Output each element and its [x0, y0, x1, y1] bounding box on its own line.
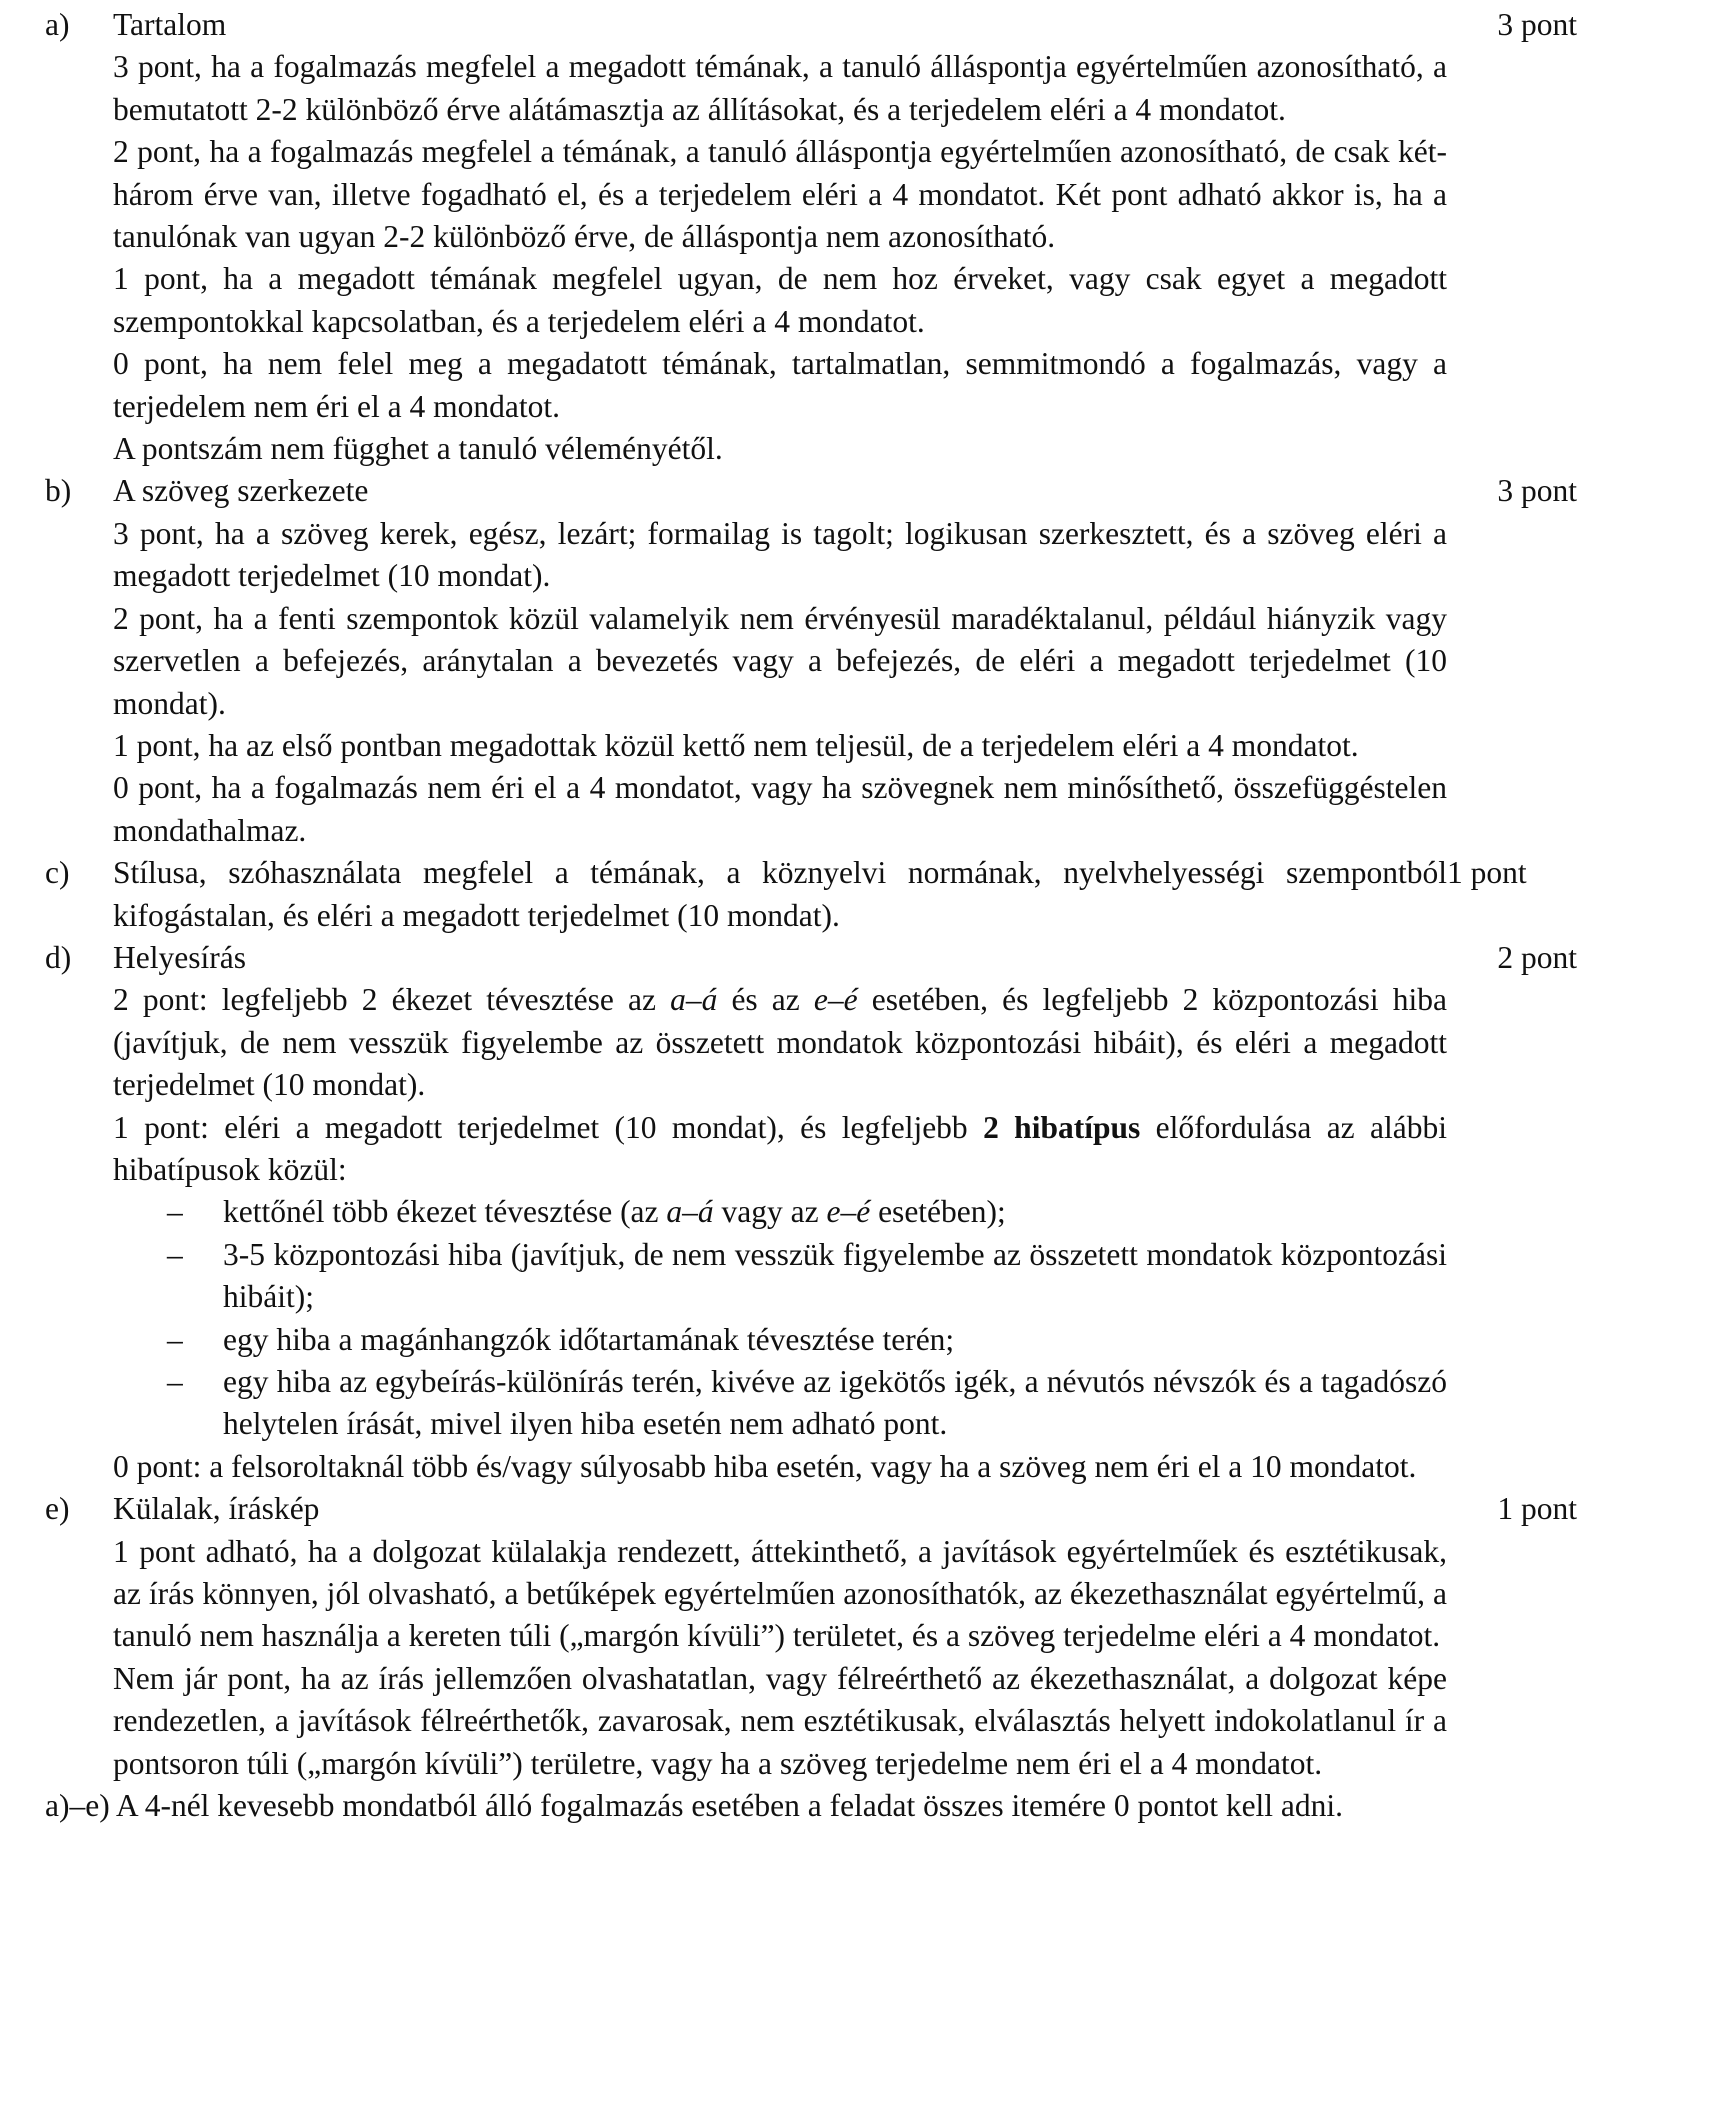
- section-title: Helyesírás: [113, 939, 246, 975]
- text: és az: [717, 982, 814, 1018]
- criterion-paragraph: 0 pont, ha a fogalmazás nem éri el a 4 mondatot, vagy ha szövegnek nem minősíthető, összefüggéstelen mondathalmaz.: [113, 770, 1447, 848]
- criterion-paragraph-0-points: 0 pont: a felsoroltaknál több és/vagy súlyosabb hiba esetén, vagy ha a szöveg nem éri el a 10 mondatot.: [113, 1448, 1417, 1484]
- section-header: [0, 1488, 1577, 1530]
- text: esetében);: [870, 1194, 1006, 1230]
- text: 3-5 központozási hiba (javítjuk, de nem vesszük figyelembe az összetett mondatok központozási hibáit);: [223, 1236, 1447, 1315]
- section-label: e): [45, 1491, 70, 1527]
- section-title: A szöveg szerkezete: [113, 473, 369, 509]
- section-points: 2 pont: [1497, 939, 1577, 975]
- dash-bullet-icon: –: [167, 1236, 183, 1272]
- criterion-paragraph: 2 pont, ha a fogalmazás megfelel a témának, a tanuló álláspontja egyértelműen azonosítható, de csak két-három érve van, illetve fogadható el, és a terjedelem eléri a 4 mondatot. Két pont adható akkor is, ha a tanulónak van ugyan 2-2 különböző érve, de álláspontja nem azonosítható.: [113, 134, 1447, 255]
- section-label: b): [45, 473, 72, 509]
- list-item: [113, 1234, 1447, 1319]
- italic-text: a–á: [666, 1194, 714, 1230]
- criterion-paragraph: 3 pont, ha a fogalmazás megfelel a megadott témának, a tanuló álláspontja egyértelműen azonosítható, a bemutatott 2-2 különböző érve alátámasztja az állításokat, és a terjedelem eléri a 4 mondatot.: [113, 49, 1447, 127]
- text: 1 pont: eléri a megadott terjedelmet (10 mondat), és legfeljebb: [113, 1109, 984, 1145]
- section-e-appearance: [0, 1488, 1720, 1785]
- criterion-paragraph: 2 pont, ha a fenti szempontok közül valamelyik nem érvényesül maradéktalanul, például hiányzik vagy szervetlen a befejezés, aránytalan a bevezetés vagy a befejezés, de eléri a megadott terjedelmet (10 mondat).: [113, 600, 1447, 721]
- section-points: 3 pont: [1497, 7, 1577, 42]
- section-a-content: [0, 4, 1720, 470]
- criterion-paragraph: 3 pont, ha a szöveg kerek, egész, lezárt; formailag is tagolt; logikusan szerkesztett, és a szöveg eléri a megadott terjedelmet (10 mondat).: [113, 515, 1447, 594]
- criterion-paragraph-2-points: [0, 979, 1447, 1106]
- bold-text: 2 hibatípus: [983, 1109, 1141, 1145]
- scoring-guide-page: [0, 4, 1720, 1827]
- section-label: d): [45, 939, 72, 975]
- section-header: [0, 937, 1577, 979]
- section-label: a): [45, 7, 70, 42]
- list-item: [113, 1191, 1447, 1233]
- section-header: [0, 470, 1577, 512]
- italic-text: e–é: [813, 982, 858, 1018]
- section-title: Stílusa, szóhasználata megfelel a témának, a köznyelvi normának, nyelvhelyességi szempontból kifogástalan, és eléri a megadott terjedelmet (10 mondat).: [113, 855, 1447, 933]
- error-type-list: [0, 1191, 1447, 1445]
- criterion-paragraph: A pontszám nem függhet a tanuló véleményétől.: [113, 431, 723, 467]
- list-item: [113, 1319, 1447, 1361]
- dash-bullet-icon: –: [167, 1364, 183, 1399]
- text: kettőnél több ékezet tévesztése (az: [223, 1194, 667, 1230]
- criterion-paragraph: 1 pont, ha a megadott témának megfelel ugyan, de nem hoz érveket, vagy csak egyet a megadott szempontokkal kapcsolatban, és a terjedelem eléri a 4 mondatot.: [113, 261, 1447, 339]
- section-points: 1 pont: [1497, 1491, 1577, 1527]
- criterion-paragraph: 1 pont adható, ha a dolgozat külalakja rendezett, áttekinthető, a javítások egyértelműek és esztétikusak, az írás könnyen, jól olvasható, a betűképek egyértelműen azonosíthatók, az ékezethasználat egyértelmű, a tanuló nem használja a kereten túli („margón kívüli”) területet, és a szöveg terjedelme eléri a 4 mondatot.: [113, 1533, 1447, 1654]
- section-title: Tartalom: [113, 7, 227, 42]
- section-label: c): [45, 855, 70, 891]
- section-c-style: [0, 852, 1720, 937]
- section-title: Külalak, íráskép: [113, 1491, 320, 1527]
- dash-bullet-icon: –: [167, 1194, 183, 1230]
- section-points: 3 pont: [1497, 473, 1577, 509]
- dash-bullet-icon: –: [167, 1321, 183, 1357]
- text: 2 pont: legfeljebb 2 ékezet tévesztése az: [113, 982, 671, 1018]
- italic-text: e–é: [826, 1194, 871, 1230]
- criterion-paragraph: Nem jár pont, ha az írás jellemzően olvashatatlan, vagy félreérthető az ékezethasználat, a dolgozat képe rendezetlen, a javítások félreérthetők, zavarosak, nem esztétikusak, elválasztás helyett indokolatlanul ír a pontsoron túli („margón kívüli”) területre, vagy ha a szöveg terjedelme nem éri el a 4 mondatot.: [113, 1660, 1447, 1781]
- list-item: [113, 1361, 1447, 1446]
- criterion-paragraph-1-point: [0, 1107, 1447, 1192]
- section-b-structure: [0, 470, 1720, 852]
- footer-note: a)–e) A 4-nél kevesebb mondatból álló fogalmazás esetében a feladat összes itemére 0 pontot kell adni.: [45, 1788, 1344, 1824]
- italic-text: a–á: [670, 982, 718, 1018]
- section-d-spelling: [0, 937, 1720, 1488]
- section-points: 1 pont: [1447, 855, 1527, 891]
- text: előfordulása az alábbi hibatípusok közül:: [113, 1109, 1447, 1187]
- criterion-paragraph: 0 pont, ha nem felel meg a megadatott témának, tartalmatlan, semmitmondó a fogalmazás, vagy a terjedelem nem éri el a 4 mondatot.: [113, 346, 1447, 424]
- section-header: [0, 4, 1577, 46]
- criterion-paragraph: 1 pont, ha az első pontban megadottak közül kettő nem teljesül, de a terjedelem eléri a 4 mondatot.: [113, 727, 1359, 763]
- text: egy hiba a magánhangzók időtartamának tévesztése terén;: [223, 1321, 955, 1357]
- text: egy hiba az egybeírás-különírás terén, kivéve az igekötős igék, a névutós névszók és a tagadószó helytelen írását, mivel ilyen hiba esetén nem adható pont.: [223, 1364, 1447, 1442]
- text: vagy az: [713, 1194, 827, 1230]
- text: esetében, és legfeljebb 2 központozási hiba (javítjuk, de nem vesszük figyelembe az összetett mondatok központozási hibáit), és eléri a megadott terjedelmet (10 mondat).: [113, 982, 1447, 1103]
- section-header: [0, 852, 1527, 937]
